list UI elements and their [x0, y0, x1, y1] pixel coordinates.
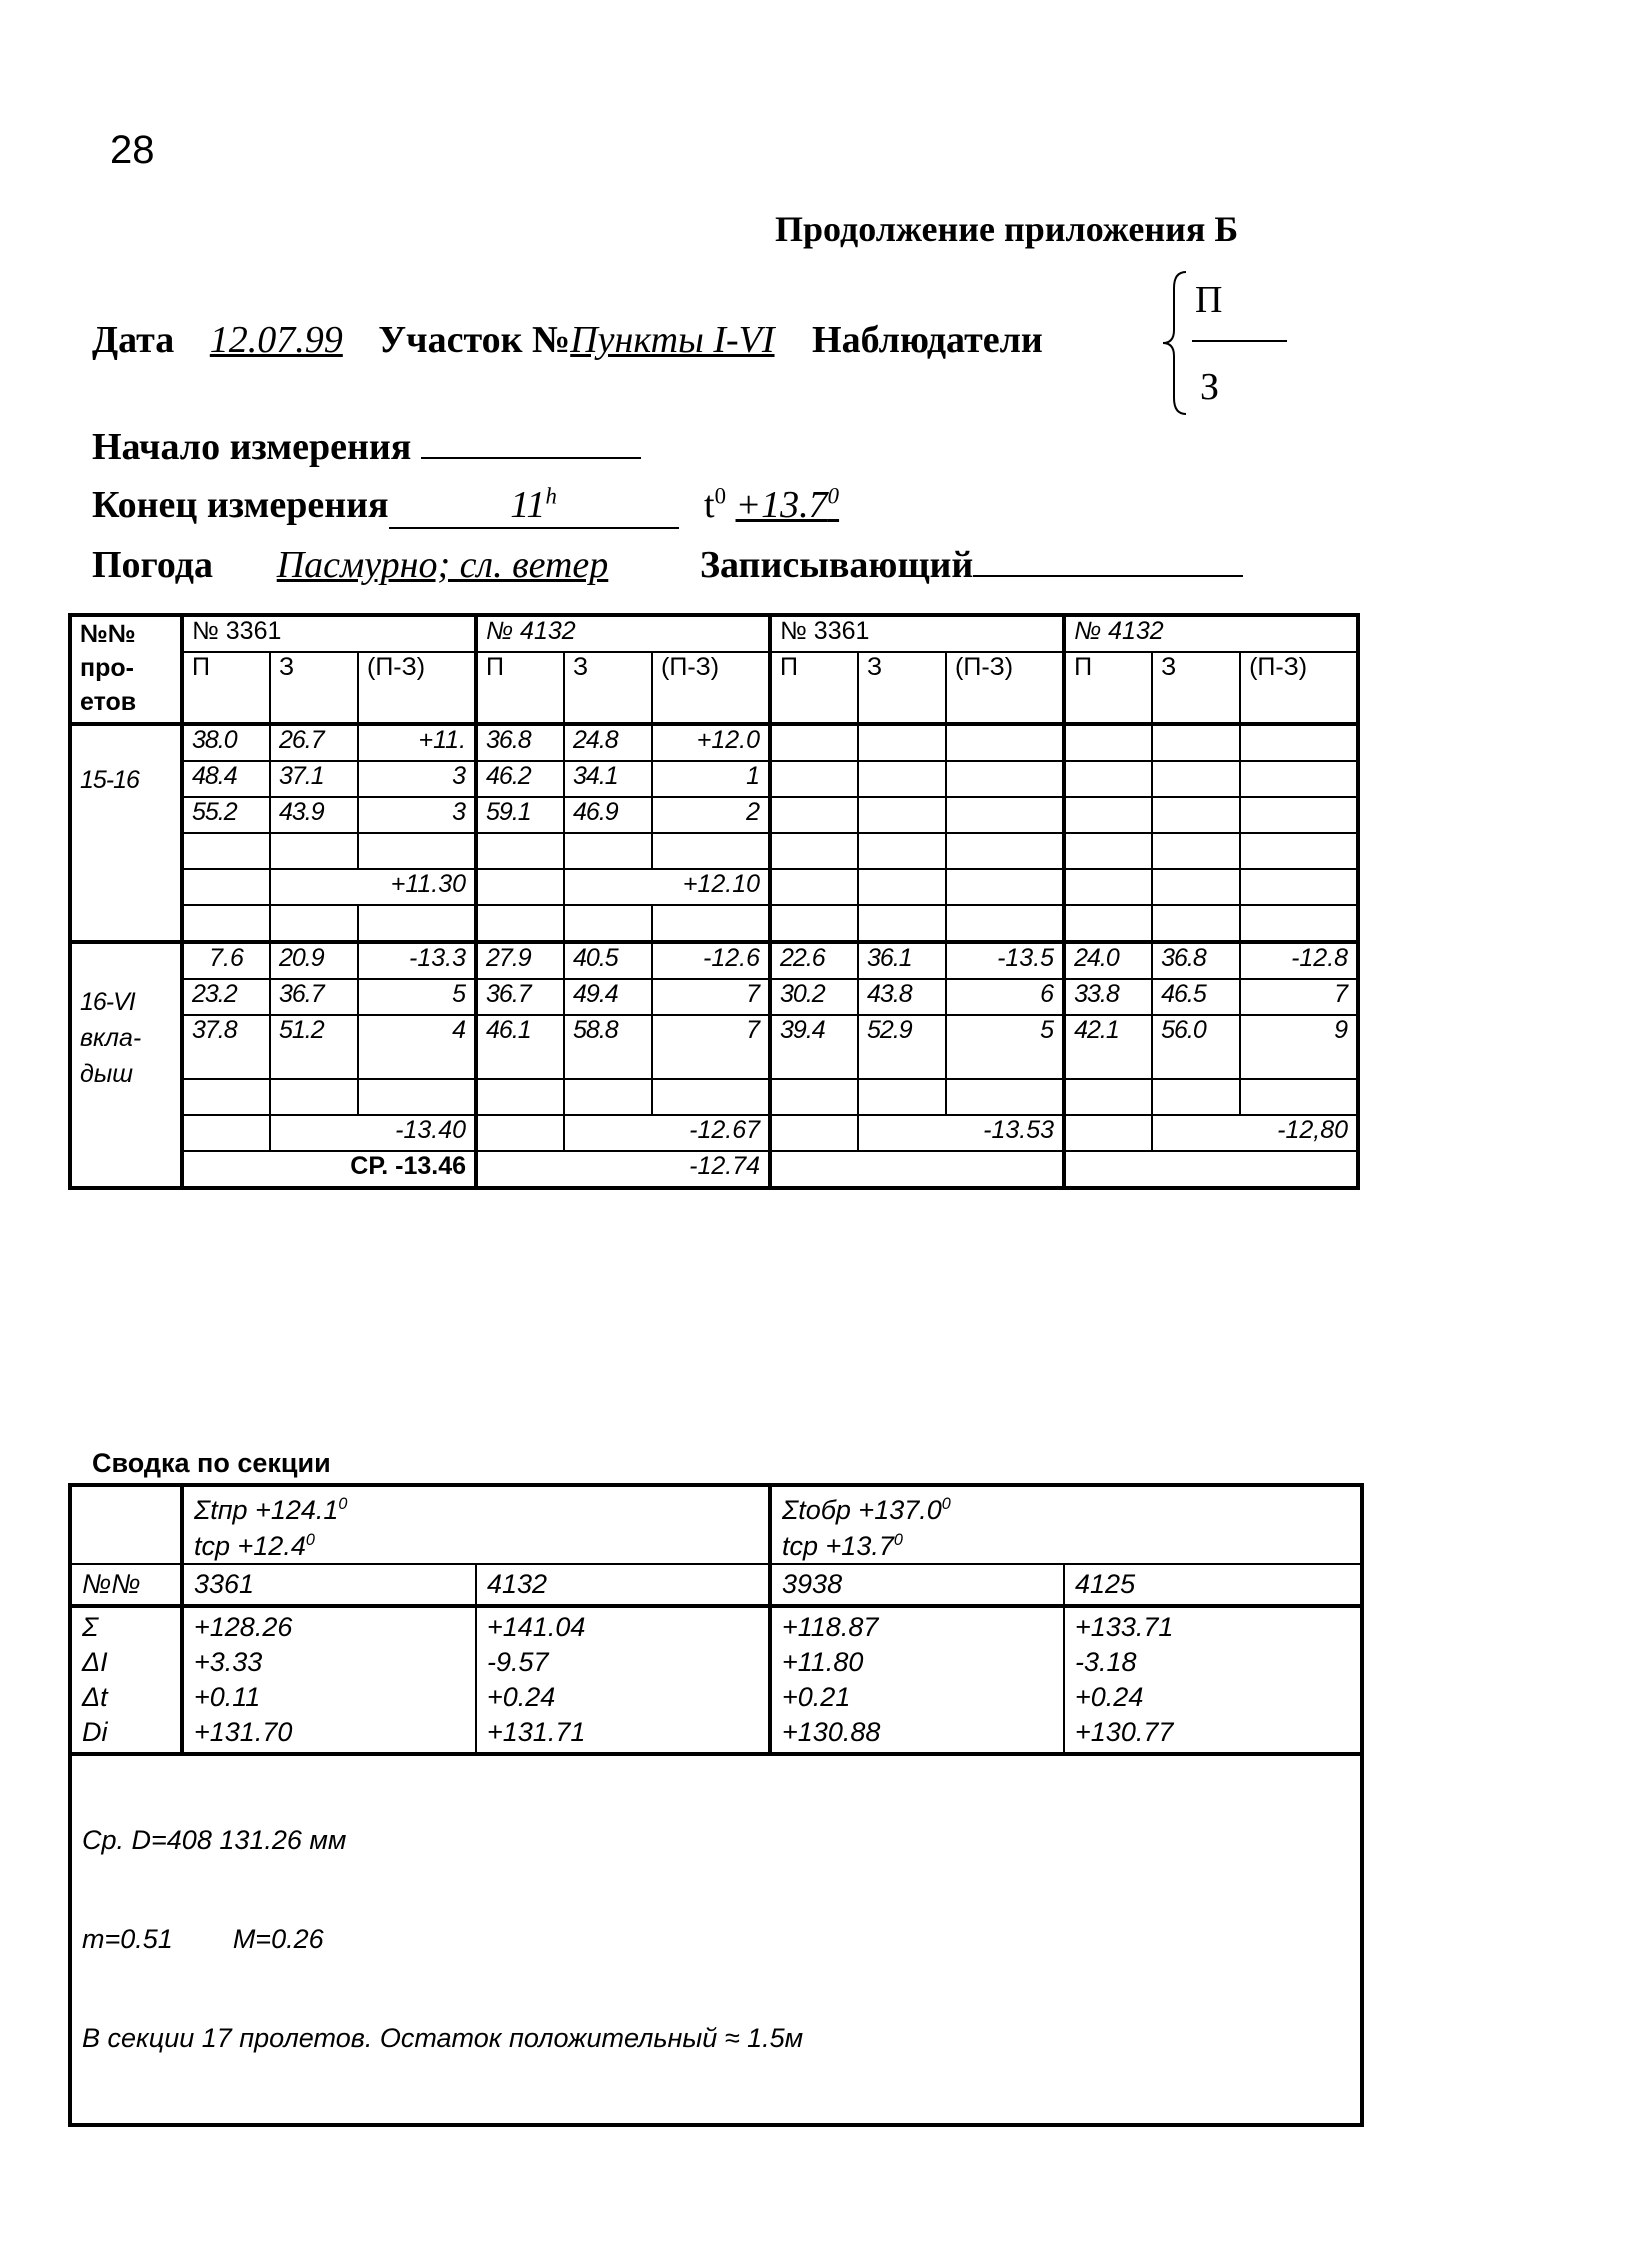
cell: 37.1 [270, 761, 358, 797]
col-header-z: З [564, 652, 652, 724]
cell: 7 [652, 979, 770, 1015]
instrument-header: 3361 [182, 1564, 476, 1606]
cell: 4 [358, 1015, 476, 1079]
recorder-label: Записывающий [700, 544, 974, 586]
weather-label: Погода [92, 544, 213, 586]
end-label: Конец измерения [92, 484, 389, 526]
observers-label: Наблюдатели [812, 319, 1043, 361]
cell: 46.5 [1152, 979, 1240, 1015]
page-number: 28 [110, 128, 155, 172]
table-row [70, 1015, 1358, 1079]
cell: 39.4 [770, 1015, 858, 1079]
temp-label: $t^0$ [704, 483, 727, 526]
table-row [70, 1079, 1358, 1115]
section-value: Пункты I-VI [570, 319, 775, 361]
summary-table [68, 1483, 1364, 2127]
summary-header-label: №№ [70, 1564, 182, 1606]
start-row [92, 425, 641, 469]
cell: 24.0 [1064, 942, 1152, 979]
cell: 27.9 [476, 942, 564, 979]
observer-z: З [1200, 366, 1220, 408]
cell: 59.1 [476, 797, 564, 833]
cell: 40.5 [564, 942, 652, 979]
date-label: Дата [92, 319, 175, 361]
instrument-header: 4125 [1064, 1564, 1362, 1606]
cell: 7 [1240, 979, 1358, 1015]
cell: 23.2 [182, 979, 270, 1015]
table-row [70, 724, 1358, 761]
cell: +11. [358, 724, 476, 761]
summary-notes: Ср. D=408 131.26 мм m=0.51 M=0.26 В секции 17 пролетов. Остаток положительный ≈ 1.5м [70, 1754, 1362, 2125]
cell: -13.3 [358, 942, 476, 979]
weather-row [92, 543, 1243, 587]
end-value: 11$^h$ [389, 483, 679, 529]
span-average: СР. -13.46 [182, 1151, 476, 1188]
group-header: № 3361 [182, 615, 476, 652]
table-row [70, 979, 1358, 1015]
table-row [70, 761, 1358, 797]
cell: 26.7 [270, 724, 358, 761]
cell: 37.8 [182, 1015, 270, 1079]
back-temps: Σtобр $+137.0^0$ tср $+13.7^0$ [770, 1485, 1362, 1564]
col-header-z: З [270, 652, 358, 724]
col-header-p: П [1064, 652, 1152, 724]
table-row [70, 905, 1358, 942]
cell: 1 [652, 761, 770, 797]
table-row [70, 1151, 1358, 1188]
cell: +12.0 [652, 724, 770, 761]
section-label: Участок № [378, 319, 571, 361]
cell: -12.6 [652, 942, 770, 979]
table-row [70, 869, 1358, 905]
instrument-header: 3938 [770, 1564, 1064, 1606]
cell: 3 [358, 797, 476, 833]
cell: 36.1 [858, 942, 946, 979]
span-total: -13.40 [270, 1115, 476, 1151]
appendix-title: Продолжение приложения Б [775, 209, 1239, 249]
recorder-blank [973, 545, 1243, 577]
cell: 36.7 [476, 979, 564, 1015]
span-total: -12,80 [1152, 1115, 1358, 1151]
cell: 9 [1240, 1015, 1358, 1079]
cell: 7.6 [182, 942, 270, 979]
cell: 5 [358, 979, 476, 1015]
summary-column: +141.04 -9.57 +0.24 +131.71 [476, 1606, 770, 1754]
group-header: № 3361 [770, 615, 1064, 652]
forward-temps: $\Sigma tпр +124.1^0$ tср $+12.4^0$ [182, 1485, 770, 1564]
col-header-p: П [770, 652, 858, 724]
cell: 43.8 [858, 979, 946, 1015]
cell: 42.1 [1064, 1015, 1152, 1079]
span-total: +12.10 [564, 869, 770, 905]
col-header-diff: (П-З) [946, 652, 1064, 724]
span-total: +11.30 [270, 869, 476, 905]
cell: 33.8 [1064, 979, 1152, 1015]
cell: 46.9 [564, 797, 652, 833]
cell: 24.8 [564, 724, 652, 761]
weather-value: Пасмурно; сл. ветер [276, 544, 609, 586]
col-header-diff: (П-З) [358, 652, 476, 724]
cell: 36.7 [270, 979, 358, 1015]
cell: 55.2 [182, 797, 270, 833]
table-row [70, 833, 1358, 869]
cell: -13.5 [946, 942, 1064, 979]
table-row [70, 1115, 1358, 1151]
col-header-p: П [182, 652, 270, 724]
summary-column: +133.71 -3.18 +0.24 +130.77 [1064, 1606, 1362, 1754]
cell: 5 [946, 1015, 1064, 1079]
group-header: № 4132 [476, 615, 770, 652]
row-labels: Σ ΔI Δt Di [70, 1606, 182, 1754]
summary-title: Сводка по секции [92, 1448, 331, 1478]
instrument-header: 4132 [476, 1564, 770, 1606]
cell: 2 [652, 797, 770, 833]
table-row [70, 797, 1358, 833]
table-row [70, 942, 1358, 979]
span-total: -13.53 [858, 1115, 1064, 1151]
span-header: №№ про- етов [70, 615, 182, 724]
cell: 46.1 [476, 1015, 564, 1079]
summary-column: +128.26 +3.33 +0.11 +131.70 [182, 1606, 476, 1754]
cell: 36.8 [1152, 942, 1240, 979]
observer-divider [1192, 340, 1287, 342]
cell: 51.2 [270, 1015, 358, 1079]
cell: 34.1 [564, 761, 652, 797]
span-label: 15-16 [70, 724, 182, 942]
date-value: 12.07.99 [209, 319, 343, 361]
cell: 36.8 [476, 724, 564, 761]
measurement-table [68, 613, 1360, 1190]
cell: 43.9 [270, 797, 358, 833]
group-header: № 4132 [1064, 615, 1358, 652]
start-label: Начало измерения [92, 426, 412, 468]
summary-column: +118.87 +11.80 +0.21 +130.88 [770, 1606, 1064, 1754]
cell: 20.9 [270, 942, 358, 979]
cell: 58.8 [564, 1015, 652, 1079]
cell: 30.2 [770, 979, 858, 1015]
temp-value: $+13.7^0$ [735, 483, 840, 526]
cell: 3 [358, 761, 476, 797]
cell: 48.4 [182, 761, 270, 797]
cell: -12.8 [1240, 942, 1358, 979]
span-total: -12.67 [564, 1115, 770, 1151]
date-row [92, 318, 1043, 362]
cell: 46.2 [476, 761, 564, 797]
cell: 56.0 [1152, 1015, 1240, 1079]
brace-icon [1160, 268, 1188, 418]
observer-p: П [1195, 279, 1223, 321]
cell: 49.4 [564, 979, 652, 1015]
cell: 38.0 [182, 724, 270, 761]
col-header-z: З [858, 652, 946, 724]
col-header-p: П [476, 652, 564, 724]
cell: 6 [946, 979, 1064, 1015]
cell: 7 [652, 1015, 770, 1079]
span-average: -12.74 [476, 1151, 770, 1188]
span-label: 16-VI вкла- дыш [70, 942, 182, 1188]
end-row [92, 483, 839, 529]
col-header-z: З [1152, 652, 1240, 724]
cell: 52.9 [858, 1015, 946, 1079]
col-header-diff: (П-З) [652, 652, 770, 724]
cell: 22.6 [770, 942, 858, 979]
start-blank [421, 427, 641, 459]
col-header-diff: (П-З) [1240, 652, 1358, 724]
